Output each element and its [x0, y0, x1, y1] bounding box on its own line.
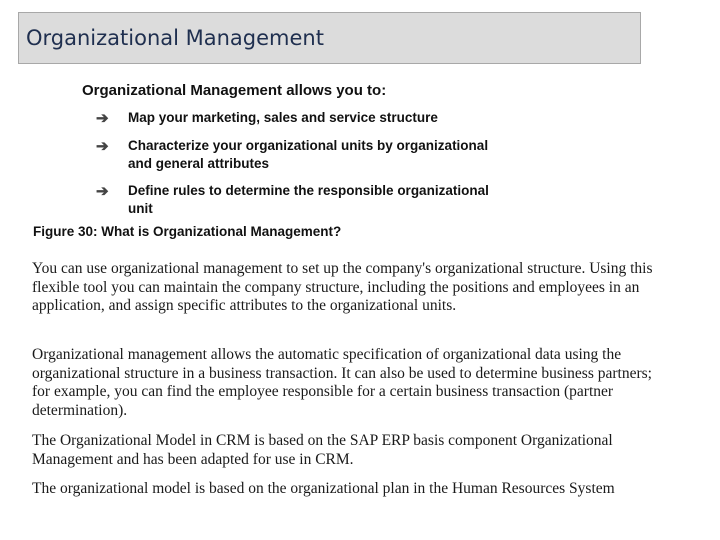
body-paragraph: The Organizational Model in CRM is based on the SAP ERP basis component Organizational Management and has been adapted for use in CRM.	[32, 432, 613, 468]
body-paragraph: The organizational model is based on the organizational plan in the Human Resources System	[32, 480, 615, 497]
body-paragraph: Organizational management allows the automatic specification of organizational data using the organizational structure in a business transaction. It can also be used to determine business partners; for example, you can find the employee responsible for a certain business transaction (partner determination).	[32, 346, 652, 419]
slide-heading: Organizational Management allows you to:	[82, 82, 387, 99]
right-arrow-icon: ➔	[96, 138, 109, 155]
body-paragraph: You can use organizational management to set up the company's organizational structure. Using this flexible tool you can maintain the company structure, including the positions and employees in an application, and assign specific attributes to the organizational units.	[32, 260, 653, 314]
clipped-paragraph-container	[0, 478, 720, 510]
right-arrow-icon: ➔	[96, 183, 109, 200]
figure-caption: Figure 30: What is Organizational Management?	[33, 224, 342, 239]
bullet-text: Define rules to determine the responsible organizational unit	[128, 183, 489, 216]
title-bar	[18, 12, 641, 64]
bullet-text: Map your marketing, sales and service structure	[128, 110, 438, 125]
right-arrow-icon: ➔	[96, 110, 109, 127]
page-title: Organizational Management	[26, 26, 324, 50]
bullet-text: Characterize your organizational units by organizational and general attributes	[128, 138, 489, 171]
